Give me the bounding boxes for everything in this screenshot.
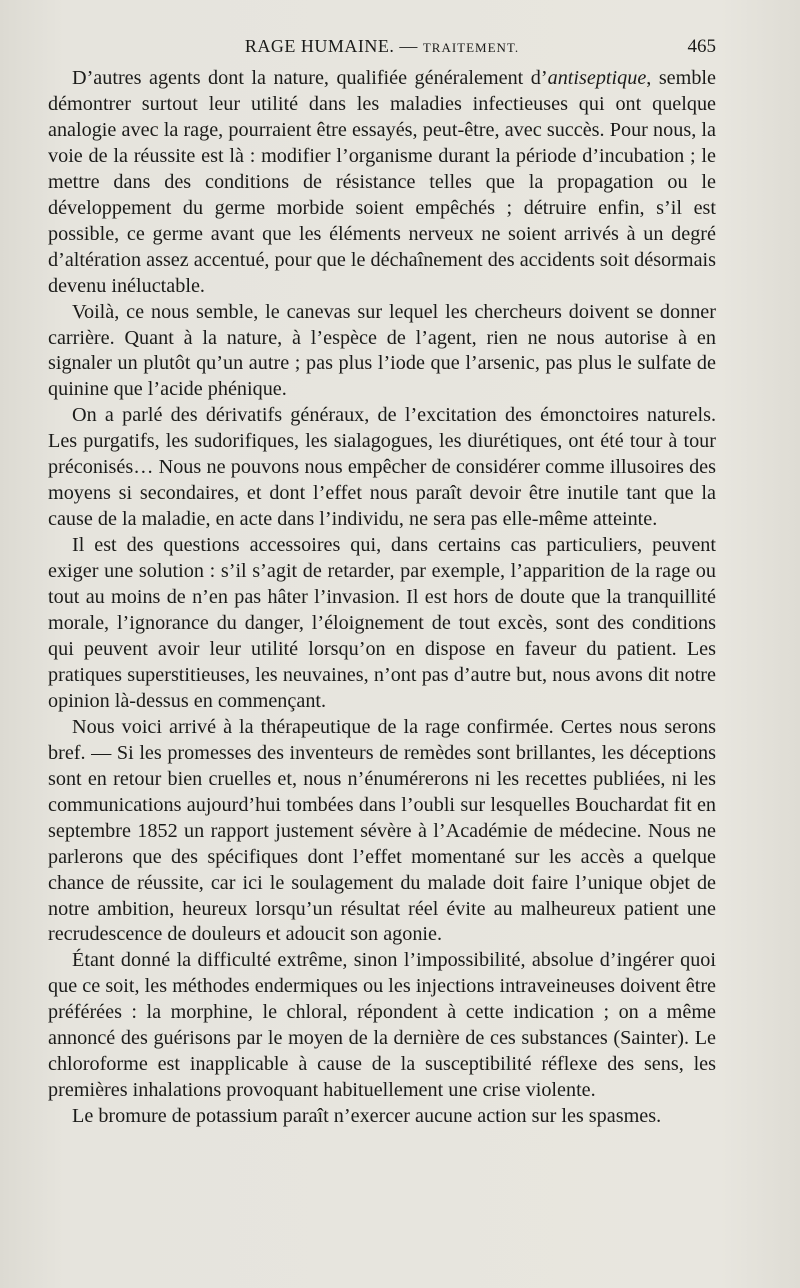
running-title-main: RAGE HUMAINE. —: [244, 36, 423, 56]
emphasized-term: antiseptique: [547, 67, 647, 89]
body-text: [48, 66, 716, 1130]
paragraph: Voilà, ce nous semble, le canevas sur lequel les chercheurs doivent se donner carrière. Quant à la nature, à l’espèce de l’agent, rien ne nous autorise à en signaler un plutôt qu’un autre ; pas plus l’iode que l’arsenic, pas plus le sulfate de quinine que l’acide phénique.: [48, 300, 716, 401]
running-header: [48, 36, 716, 62]
page-number: 465: [687, 36, 716, 57]
paragraph: On a parlé des dérivatifs généraux, de l’excitation des émonctoires naturels. Les purgatifs, les sudorifiques, les sialagogues, les diurétiques, ont été tour à tour préconisés… Nous ne pouvons nous empêcher de considérer comme illusoires des moyens si secondaires, et dont l’effet nous paraît devoir être inutile tant que la cause de la maladie, en acte dans l’individu, ne sera pas elle-même atteinte.: [48, 404, 716, 531]
running-title: [48, 36, 716, 57]
paragraph: Nous voici arrivé à la thérapeutique de la rage confirmée. Certes nous serons bref. — Si les promesses des inventeurs de remèdes sont brillantes, les déceptions sont en retour bien cruelles et, nous n’énumérerons ni les recettes publiées, ni les communications aujourd’hui tombées dans l’oubli sur lesquelles Bouchardat fit en septembre 1852 un rapport justement sévère à l’Académie de médecine. Nous ne parlerons que des spécifiques dont l’effet momentané sur les accès a quelque chance de réussite, car ici le soulagement du malade doit faire l’unique objet de notre ambition, heureux lorsqu’un résultat réel évite au malheureux patient une recrudescence de douleurs et adoucit son agonie.: [48, 715, 716, 946]
paragraph: Étant donné la difficulté extrême, sinon l’impossibilité, absolue d’ingérer quoi que ce soit, les méthodes endermiques ou les injections intraveineuses doivent être préférées : la morphine, le chloral, répondent à cette indication ; on a même annoncé des guérisons par le moyen de la dernière de ces substances (Sainter). Le chloroforme est inapplicable à cause de la susceptibilité réflexe des sens, les premières inhalations provoquant habituellement une crise violente.: [48, 949, 716, 1102]
paragraph-text: , semble démontrer surtout leur utilité dans les maladies infectieuses qui ont quelque analogie avec la rage, pourraient être essayés, peut-être, avec succès. Pour nous, la voie de la réussite est là : modifier l’organisme durant la période d’incubation ; le mettre dans des conditions de résistance telles que la propagation ou le développement du germe morbide soient empêchés ; détruire enfin, s’il est possible, ce germe avant que les éléments nerveux ne soient arrivés à un degré d’altération assez accentué, pour que le déchaînement des accidents soit désormais devenu inéluctable.: [48, 67, 716, 297]
paragraph: Il est des questions accessoires qui, dans certains cas particuliers, peuvent exiger une solution : s’il s’agit de retarder, par exemple, l’apparition de la rage ou tout au moins de n’en pas hâter l’invasion. Il est hors de doute que la tranquillité morale, l’ignorance du danger, l’éloignement de tout excès, sont des conditions qui peuvent avoir leur utilité lorsqu’on en dispose en faveur du patient. Les pratiques superstitieuses, les neuvaines, n’ont pas d’autre but, nous avons dit notre opinion là-dessus en commençant.: [48, 534, 716, 712]
paragraph-text: D’autres agents dont la nature, qualifiée généralement d’: [72, 67, 548, 89]
paragraph: Le bromure de potassium paraît n’exercer aucune action sur les spasmes.: [72, 1105, 662, 1128]
running-subtitle: TRAITEMENT.: [422, 40, 520, 55]
paragraph: [48, 66, 716, 300]
